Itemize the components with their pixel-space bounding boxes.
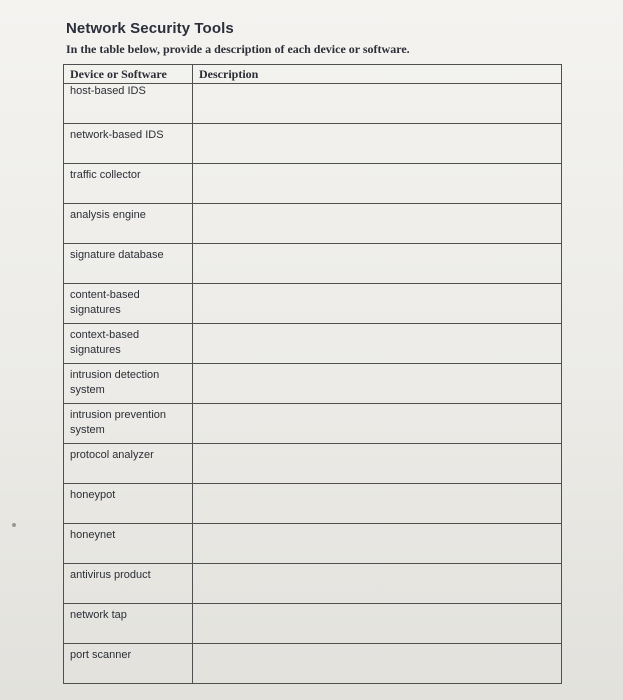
device-cell: traffic collector (64, 164, 193, 204)
description-cell[interactable] (193, 484, 562, 524)
document-title: Network Security Tools (66, 20, 234, 37)
device-cell: context-based signatures (64, 324, 193, 364)
table-row (64, 564, 562, 604)
devices-table (63, 64, 562, 684)
description-cell[interactable] (193, 244, 562, 284)
table-header-row (64, 65, 562, 84)
description-cell[interactable] (193, 284, 562, 324)
device-cell: protocol analyzer (64, 444, 193, 484)
description-cell[interactable] (193, 604, 562, 644)
header-description: Description (193, 65, 562, 84)
table-row (64, 444, 562, 484)
device-cell: port scanner (64, 644, 193, 684)
description-cell[interactable] (193, 124, 562, 164)
table-row (64, 524, 562, 564)
table-row (64, 164, 562, 204)
device-cell: antivirus product (64, 564, 193, 604)
description-cell[interactable] (193, 84, 562, 124)
table-row (64, 404, 562, 444)
description-cell[interactable] (193, 404, 562, 444)
table-row (64, 244, 562, 284)
table-row (64, 124, 562, 164)
table-row (64, 324, 562, 364)
description-cell[interactable] (193, 364, 562, 404)
description-cell[interactable] (193, 564, 562, 604)
device-cell: intrusion prevention system (64, 404, 193, 444)
paper-mark (12, 523, 16, 527)
device-cell: analysis engine (64, 204, 193, 244)
description-cell[interactable] (193, 524, 562, 564)
table-row (64, 644, 562, 684)
device-cell: honeynet (64, 524, 193, 564)
device-cell: network tap (64, 604, 193, 644)
table-row (64, 364, 562, 404)
device-cell: host-based IDS (64, 84, 193, 124)
table-row (64, 284, 562, 324)
device-cell: network-based IDS (64, 124, 193, 164)
table-row (64, 84, 562, 124)
header-device: Device or Software (64, 65, 193, 84)
device-cell: signature database (64, 244, 193, 284)
device-cell: honeypot (64, 484, 193, 524)
description-cell[interactable] (193, 204, 562, 244)
table-row (64, 604, 562, 644)
description-cell[interactable] (193, 644, 562, 684)
table-row (64, 204, 562, 244)
table-row (64, 484, 562, 524)
description-cell[interactable] (193, 324, 562, 364)
description-cell[interactable] (193, 444, 562, 484)
device-cell: content-based signatures (64, 284, 193, 324)
document-instructions: In the table below, provide a description of each device or software. (66, 42, 410, 56)
device-cell: intrusion detection system (64, 364, 193, 404)
description-cell[interactable] (193, 164, 562, 204)
